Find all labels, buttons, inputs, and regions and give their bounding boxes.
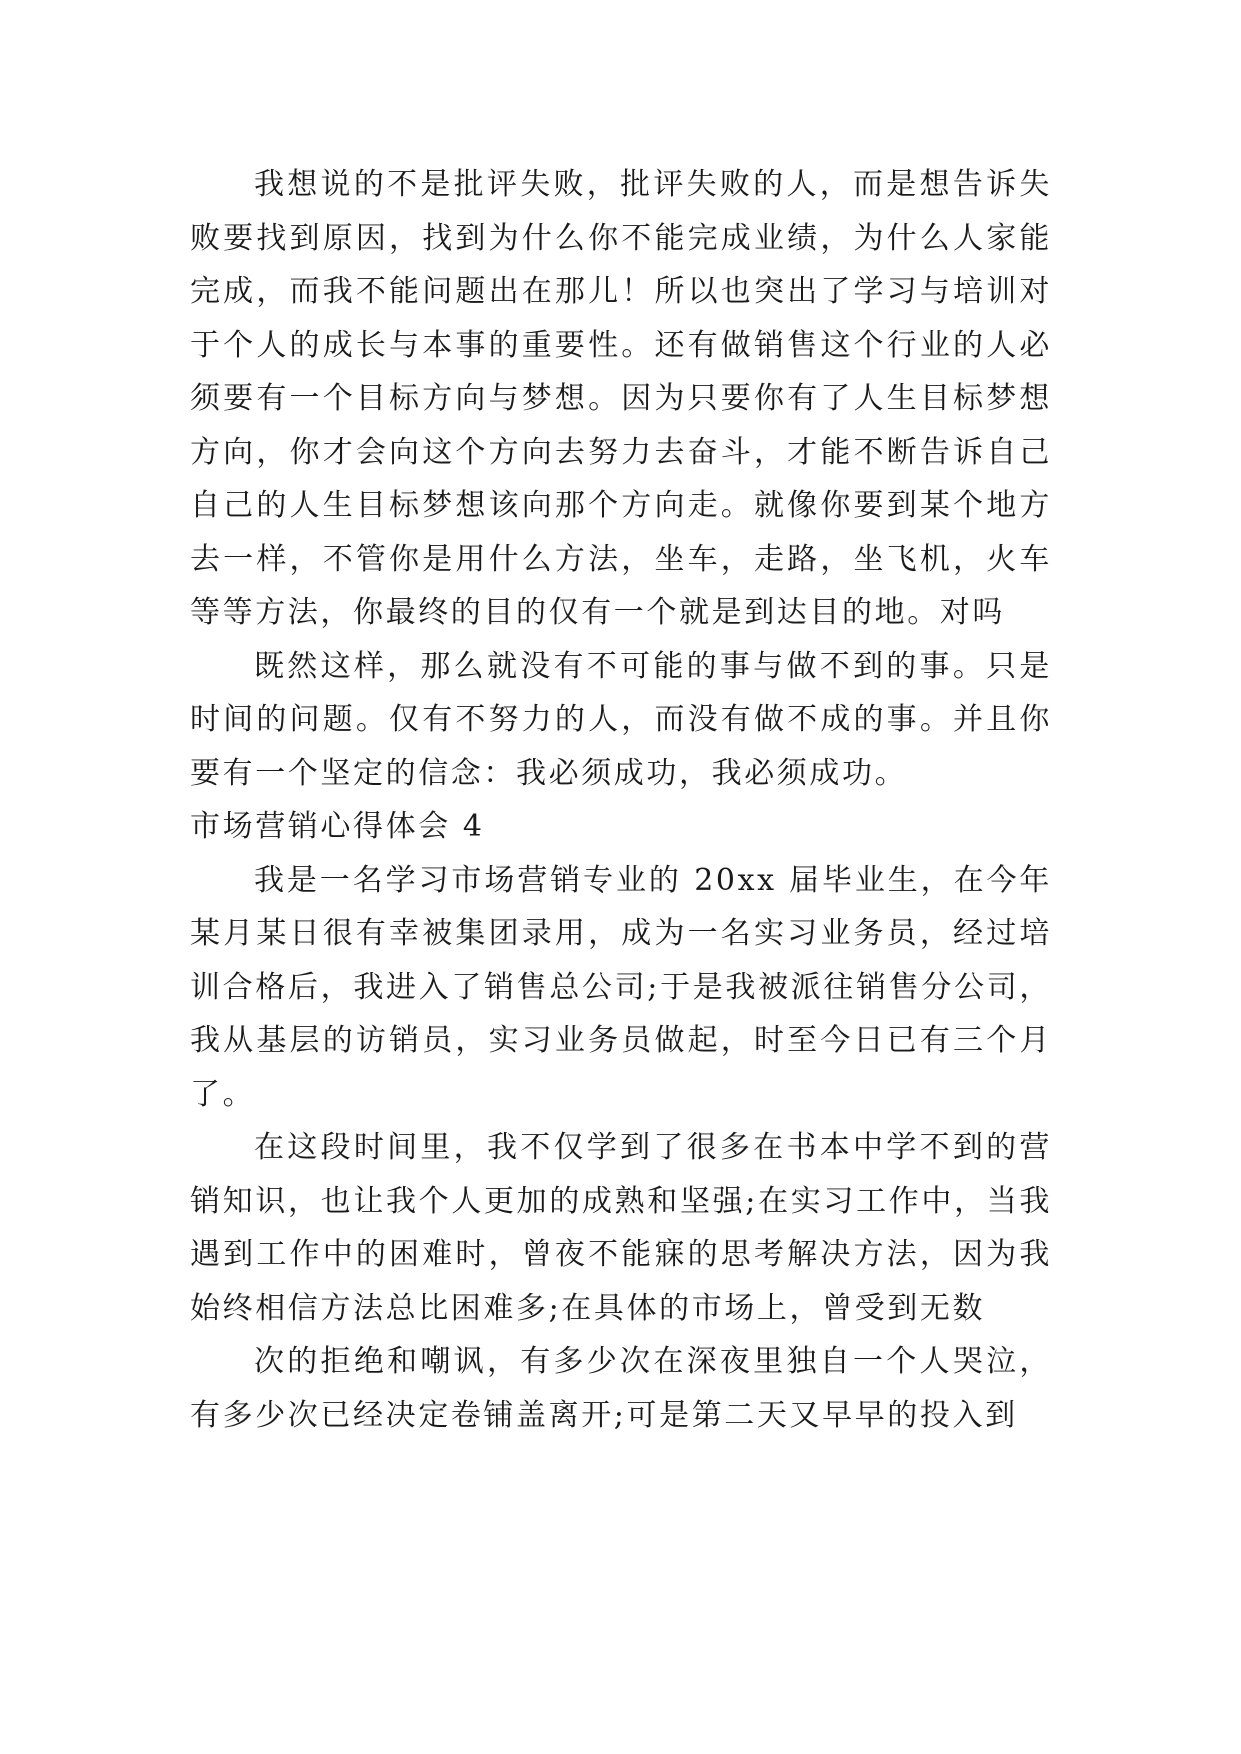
paragraph: 在这段时间里，我不仅学到了很多在书本中学不到的营销知识，也让我个人更加的成熟和坚强;在实习工作中，当我遇到工作中的困难时，曾夜不能寐的思考解决方法，因为我始终相信方法总比困难多;在具体的市场上，曾受到无数 — [190, 1130, 1052, 1326]
section-heading: 市场营销心得体会 4 — [190, 809, 485, 844]
document-body — [190, 158, 1052, 1442]
paragraph: 我想说的不是批评失败，批评失败的人，而是想告诉失败要找到原因，找到为什么你不能完成业绩，为什么人家能完成，而我不能问题出在那儿！所以也突出了学习与培训对于个人的成长与本事的重要性。还有做销售这个行业的人必须要有一个目标方向与梦想。因为只要你有了人生目标梦想方向，你才会向这个方向去努力去奋斗，才能不断告诉自己自己的人生目标梦想该向那个方向走。就像你要到某个地方去一样，不管你是用什么方法，坐车，走路，坐飞机，火车等等方法，你最终的目的仅有一个就是到达目的地。对吗 — [190, 167, 1052, 630]
paragraph: 既然这样，那么就没有不可能的事与做不到的事。只是时间的问题。仅有不努力的人，而没有做不成的事。并且你要有一个坚定的信念：我必须成功，我必须成功。 — [190, 648, 1052, 791]
paragraph: 我是一名学习市场营销专业的 20xx 届毕业生，在今年某月某日很有幸被集团录用，成为一名实习业务员，经过培训合格后，我进入了销售总公司;于是我被派往销售分公司，我从基层的访销员，实习业务员做起，时至今日已有三个月了。 — [190, 862, 1052, 1112]
paragraph: 次的拒绝和嘲讽，有多少次在深夜里独自一个人哭泣，有多少次已经决定卷铺盖离开;可是第二天又早早的投入到 — [190, 1344, 1052, 1433]
